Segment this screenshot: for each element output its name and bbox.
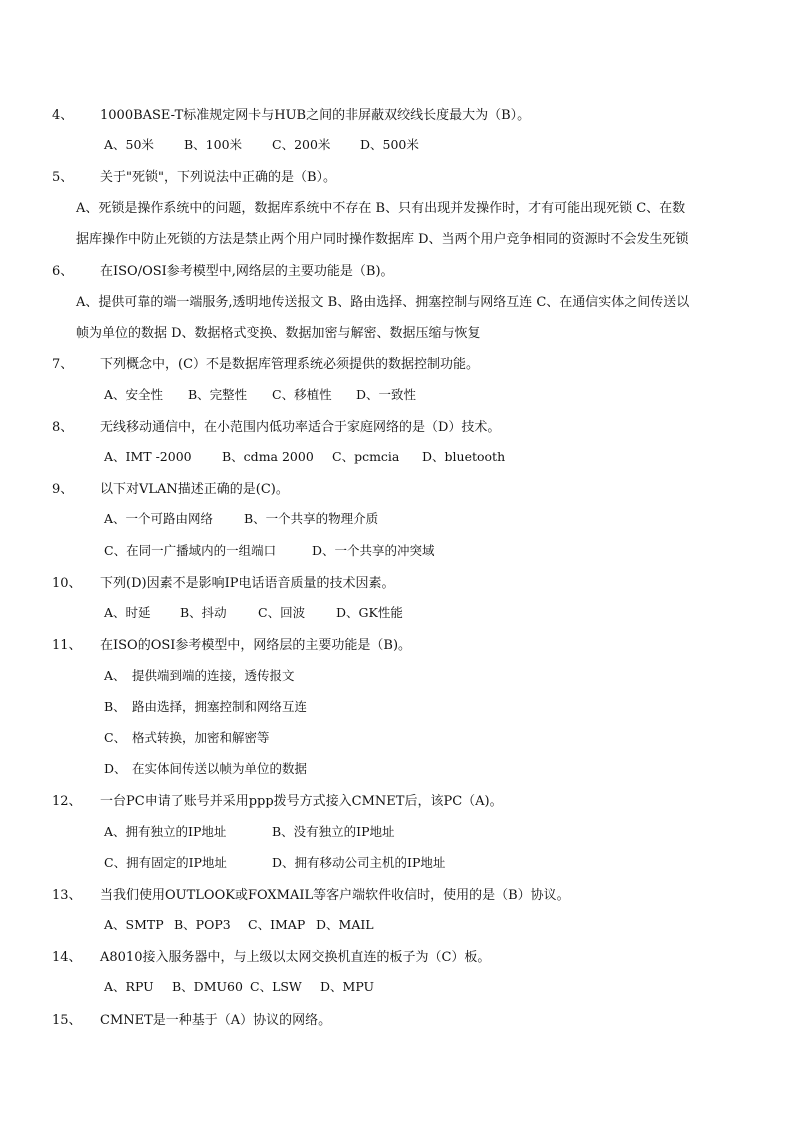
question-4-options (104, 135, 419, 153)
question-12-options-row-2 (104, 853, 445, 871)
question-14-options (104, 977, 374, 995)
option-a: A、拥有独立的IP地址 (104, 824, 227, 839)
option-b: B、一个共享的物理介质 (244, 511, 379, 526)
question-number: 4、 (52, 108, 74, 123)
option-text: 在实体间传送以帧为单位的数据 (132, 761, 308, 776)
option-text: 路由选择，拥塞控制和网络互连 (132, 699, 308, 714)
option-label: A、 (104, 668, 126, 683)
option-label: C、 (104, 730, 127, 745)
option-d: D、500米 (360, 137, 419, 152)
question-number: 13、 (52, 888, 82, 903)
question-11-option-b (104, 697, 307, 715)
option-b: B、cdma 2000 (222, 449, 314, 464)
option-b: B、POP3 (174, 917, 231, 932)
option-d: D、拥有移动公司主机的IP地址 (272, 855, 446, 870)
question-5-options-line-1: A、死锁是操作系统中的问题，数据库系统中不存在 B、只有出现并发操作时，才有可能出现死锁 C、在数 (76, 201, 686, 216)
question-5-options-line-2: 据库操作中防止死锁的方法是禁止两个用户同时操作数据库 D、当两个用户竞争相同的资源时不会发生死锁 (76, 232, 689, 247)
option-a: A、IMT -2000 (104, 449, 192, 464)
option-d: D、一个共享的冲突域 (312, 543, 435, 558)
option-label: D、 (104, 761, 127, 776)
question-9-options-row-2 (104, 541, 435, 559)
question-11-option-a (104, 666, 295, 684)
question-stem: 关于"死锁"，下列说法中正确的是（B）。 (100, 170, 337, 185)
option-d: D、GK性能 (336, 605, 403, 620)
question-stem: 无线移动通信中，在小范围内低功率适合于家庭网络的是（D）技术。 (100, 420, 501, 435)
question-number: 15、 (52, 1013, 82, 1028)
question-stem: 以下对VLAN描述正确的是(C)。 (100, 482, 289, 497)
question-number: 7、 (52, 357, 74, 372)
question-number: 10、 (52, 576, 82, 591)
option-c: C、移植性 (272, 387, 332, 402)
option-text: 提供端到端的连接，透传报文 (132, 668, 295, 683)
option-a: A、安全性 (104, 387, 164, 402)
option-c: C、IMAP (248, 917, 306, 932)
question-13-options (104, 915, 374, 933)
option-b: B、完整性 (188, 387, 248, 402)
question-9-options-row-1 (104, 509, 378, 527)
question-number: 12、 (52, 794, 82, 809)
question-number: 11、 (52, 638, 82, 653)
question-stem: 一台PC申请了账号并采用ppp拨号方式接入CMNET后，该PC（A)。 (100, 794, 503, 809)
question-number: 6、 (52, 264, 74, 279)
question-stem: 当我们使用OUTLOOK或FOXMAIL等客户端软件收信时，使用的是（B）协议。 (100, 888, 570, 903)
question-stem: 下列(D)因素不是影响IP电话语音质量的技术因素。 (100, 576, 395, 591)
question-stem: 在ISO的OSI参考模型中，网络层的主要功能是（B)。 (100, 638, 412, 653)
question-8-options (104, 447, 505, 465)
question-10-options (104, 603, 403, 621)
question-stem: CMNET是一种基于（A）协议的网络。 (100, 1013, 332, 1028)
option-c: C、拥有固定的IP地址 (104, 855, 227, 870)
option-text: 格式转换，加密和解密等 (132, 730, 270, 745)
option-a: A、一个可路由网络 (104, 511, 214, 526)
option-a: A、SMTP (104, 917, 164, 932)
option-d: D、一致性 (356, 387, 417, 402)
question-11-option-c (104, 728, 270, 746)
question-11-option-d (104, 759, 307, 777)
option-c: C、pcmcia (332, 449, 400, 464)
question-12-options-row-1 (104, 822, 395, 840)
question-stem: 下列概念中，(C）不是数据库管理系统必须提供的数据控制功能。 (100, 357, 480, 372)
question-number: 9、 (52, 482, 74, 497)
option-a: A、50米 (104, 137, 154, 152)
option-a: A、RPU (104, 979, 154, 994)
question-stem: A8010接入服务器中，与上级以太网交换机直连的板子为（C）板。 (100, 950, 491, 965)
option-b: B、没有独立的IP地址 (272, 824, 395, 839)
option-b: B、100米 (184, 137, 243, 152)
question-6-options-line-1: A、提供可靠的端一端服务,透明地传送报文 B、路由选择、拥塞控制与网络互连 C、在通信实体之间传送以 (76, 295, 690, 310)
option-c: C、回波 (258, 605, 306, 620)
question-stem: 1000BASE-T标准规定网卡与HUB之间的非屏蔽双绞线长度最大为（B）。 (100, 108, 531, 123)
question-stem: 在ISO/OSI参考模型中,网络层的主要功能是（B)。 (100, 264, 394, 279)
question-number: 14、 (52, 950, 82, 965)
option-c: C、200米 (272, 137, 331, 152)
question-number: 8、 (52, 420, 74, 435)
question-number: 5、 (52, 170, 74, 185)
question-6-options-line-2: 帧为单位的数据 D、数据格式变换、数据加密与解密、数据压缩与恢复 (76, 326, 481, 341)
option-d: D、MAIL (316, 917, 374, 932)
option-b: B、抖动 (180, 605, 227, 620)
option-c: C、LSW (250, 979, 302, 994)
option-d: D、MPU (320, 979, 375, 994)
option-d: D、bluetooth (422, 449, 506, 464)
option-b: B、DMU60 (172, 979, 243, 994)
option-c: C、在同一广播域内的一组端口 (104, 543, 277, 558)
option-label: B、 (104, 699, 126, 714)
option-a: A、时延 (104, 605, 151, 620)
question-7-options (104, 385, 416, 403)
